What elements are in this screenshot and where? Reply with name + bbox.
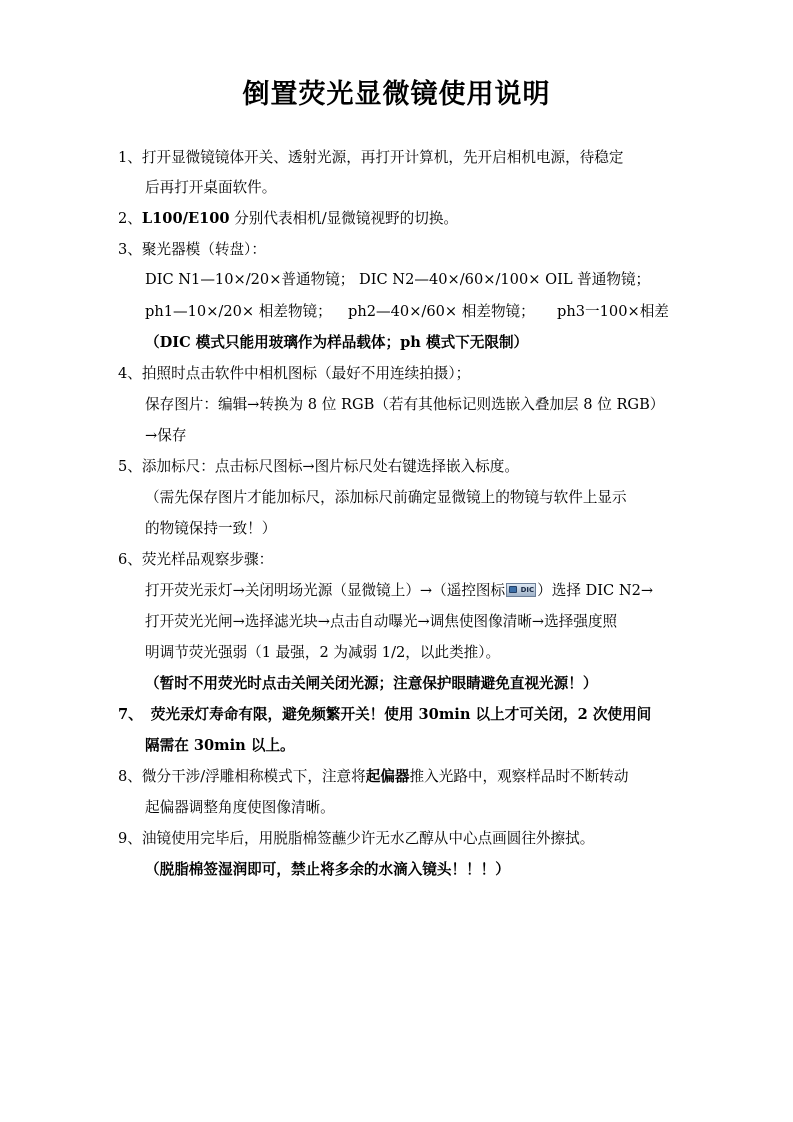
item-1-number: 1、 bbox=[118, 149, 142, 166]
item-6-line-2a: 打开荧光汞灯→关闭明场光源（显微镜上）→（遥控图标 bbox=[145, 582, 506, 599]
item-5-line-2: （需先保存图片才能加标尺，添加标尺前确定显微镜上的物镜与软件上显示 bbox=[145, 489, 627, 506]
item-7-line-2: 隔需在 30min 以上。 bbox=[145, 737, 295, 754]
remote-icon-label: DIC bbox=[520, 586, 535, 594]
item-2-bold-term: L100/E100 bbox=[141, 210, 230, 227]
item-1-line-2: 后再打开桌面软件。 bbox=[145, 179, 277, 196]
item-8-polarizer-term: 起偏器 bbox=[365, 768, 410, 785]
item-7-line-1: 荧光汞灯寿命有限，避免频繁开关！使用 30min 以上才可关闭，2 次使用间 bbox=[150, 706, 652, 723]
item-9-number: 9、 bbox=[118, 830, 142, 847]
item-3 bbox=[118, 240, 266, 260]
item-5-line-3: 的物镜保持一致！） bbox=[145, 520, 277, 537]
item-3-line-3c: ph3一100×相差 bbox=[557, 303, 669, 320]
item-3-line-2: DIC N1—10×/20×普通物镜； DIC N2—40×/60×/100× OIL 普通物镜； bbox=[145, 271, 651, 288]
monitor-icon bbox=[509, 586, 517, 593]
item-2 bbox=[118, 209, 458, 229]
item-3-line-3b: ph2—40×/60× 相差物镜； bbox=[348, 303, 535, 320]
item-9-line-1: 油镜使用完毕后，用脱脂棉签蘸少许无水乙醇从中心点画圆往外擦拭。 bbox=[141, 830, 595, 847]
item-9-note: （脱脂棉签湿润即可，禁止将多余的水滴入镜头！！！） bbox=[145, 861, 510, 878]
item-4-line-2: 保存图片：编辑→转换为 8 位 RGB（若有其他标记则选嵌入叠加层 8 位 RGB） bbox=[145, 396, 665, 413]
item-8-line-2: 起偏器调整角度使图像清晰。 bbox=[145, 799, 335, 816]
page-title: 倒置荧光显微镜使用说明 bbox=[242, 79, 551, 110]
item-8-line-1a: 微分干涉/浮雕相称模式下，注意将 bbox=[141, 768, 366, 785]
item-2-number: 2、 bbox=[118, 210, 142, 227]
item-4-number: 4、 bbox=[118, 365, 142, 382]
item-6-line-3: 打开荧光光闸→选择滤光块→点击自动曝光→调焦使图像清晰→选择强度照 bbox=[145, 613, 618, 630]
item-7 bbox=[118, 705, 651, 725]
item-4 bbox=[118, 364, 470, 384]
item-8 bbox=[118, 767, 628, 787]
item-5-number: 5、 bbox=[118, 458, 142, 475]
item-8-line-1c: 推入光路中，观察样品时不断转动 bbox=[409, 768, 629, 785]
item-5 bbox=[118, 457, 519, 477]
item-9 bbox=[118, 829, 594, 849]
item-6-line-2 bbox=[145, 581, 653, 601]
item-2-text: 分别代表相机/显微镜视野的切换。 bbox=[229, 210, 459, 227]
item-3-line-1: 聚光器模（转盘）： bbox=[141, 241, 266, 258]
item-8-number: 8、 bbox=[118, 768, 142, 785]
item-3-line-3a: ph1—10×/20× 相差物镜； bbox=[145, 303, 332, 320]
item-1-line-1: 打开显微镜镜体开关、透射光源，再打开计算机，先开启相机电源，待稳定 bbox=[141, 149, 624, 166]
item-3-number: 3、 bbox=[118, 241, 142, 258]
item-3-note: （DIC 模式只能用玻璃作为样品载体；ph 模式下无限制） bbox=[145, 334, 529, 351]
item-4-line-3: →保存 bbox=[145, 427, 187, 444]
item-6-line-4: 明调节荧光强弱（1 最强，2 为减弱 1/2，以此类推）。 bbox=[145, 644, 501, 661]
item-6 bbox=[118, 550, 273, 570]
item-6-number: 6、 bbox=[118, 551, 142, 568]
item-4-line-1: 拍照时点击软件中相机图标（最好不用连续拍摄）； bbox=[141, 365, 471, 382]
item-6-line-1: 荧光样品观察步骤： bbox=[141, 551, 274, 568]
item-5-line-1: 添加标尺：点击标尺图标→图片标尺处右键选择嵌入标度。 bbox=[141, 458, 519, 475]
item-6-line-2b: ）选择 DIC N2→ bbox=[537, 582, 654, 599]
remote-control-icon bbox=[506, 583, 536, 597]
item-6-warning: （暂时不用荧光时点击关闸关闭光源；注意保护眼睛避免直视光源！） bbox=[145, 675, 598, 692]
item-1 bbox=[118, 148, 624, 168]
item-7-number: 7、 bbox=[118, 706, 143, 723]
